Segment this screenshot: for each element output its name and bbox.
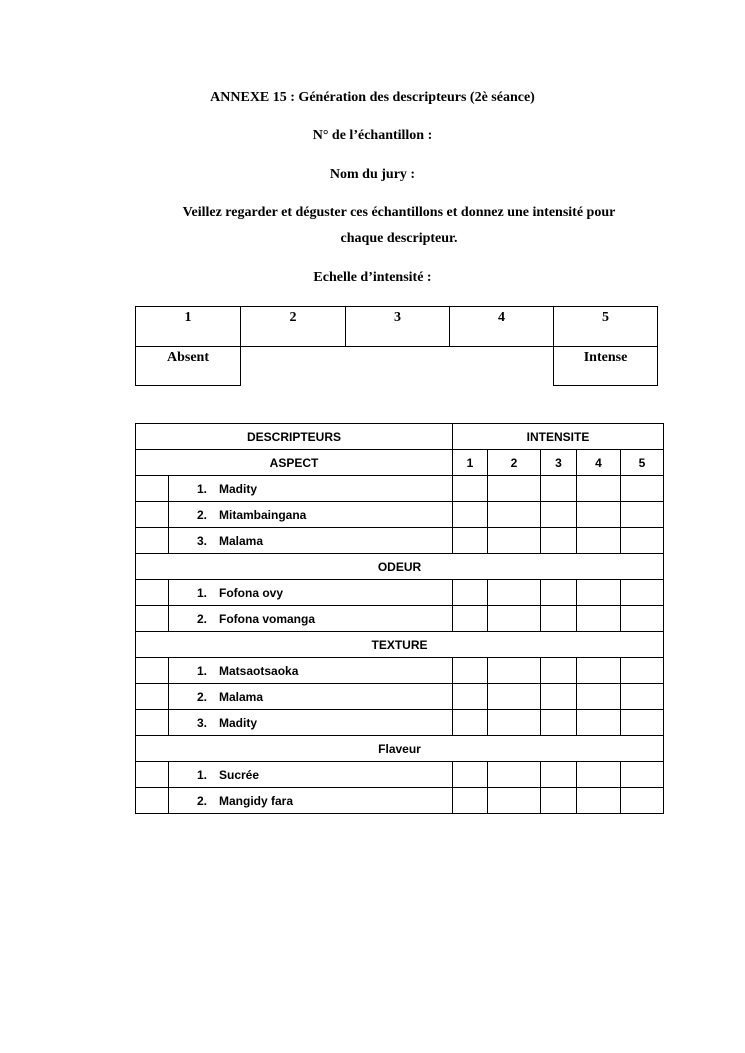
intensity-input-cell[interactable] xyxy=(488,762,541,788)
instruction-line-2: chaque descripteur. xyxy=(340,231,458,246)
intensity-scale xyxy=(135,306,658,386)
intensity-input-cell[interactable] xyxy=(541,788,577,814)
intensity-input-cell[interactable] xyxy=(577,658,621,684)
intensity-input-cell[interactable] xyxy=(453,710,488,736)
intensity-input-cell[interactable] xyxy=(621,502,664,528)
intensity-input-cell[interactable] xyxy=(541,528,577,554)
section-row xyxy=(136,450,664,476)
intensity-input-cell[interactable] xyxy=(488,580,541,606)
descriptor-number: 1. xyxy=(197,481,208,496)
descriptor-number: 2. xyxy=(197,793,208,808)
section-name: TEXTURE xyxy=(136,632,664,658)
row-spacer-cell xyxy=(136,684,169,710)
scale-level-4: 4 xyxy=(449,306,554,347)
intensity-input-cell[interactable] xyxy=(541,658,577,684)
intensity-input-cell[interactable] xyxy=(453,658,488,684)
document-title: ANNEXE 15 : Génération des descripteurs (2è séance) xyxy=(210,90,535,105)
section-name: ODEUR xyxy=(136,554,664,580)
descriptor-cell xyxy=(169,684,453,710)
intensity-input-cell[interactable] xyxy=(621,476,664,502)
intensity-input-cell[interactable] xyxy=(621,762,664,788)
descriptor-cell xyxy=(169,762,453,788)
intensity-input-cell[interactable] xyxy=(453,762,488,788)
scale-heading: Echelle d’intensité : xyxy=(313,270,432,285)
descriptor-cell xyxy=(169,710,453,736)
intensity-input-cell[interactable] xyxy=(541,710,577,736)
scale-max-label: Intense xyxy=(553,346,658,386)
descriptor-cell xyxy=(169,658,453,684)
intensity-input-cell[interactable] xyxy=(488,710,541,736)
intensity-input-cell[interactable] xyxy=(621,528,664,554)
jury-name-label: Nom du jury : xyxy=(329,167,416,182)
descriptor-number: 3. xyxy=(197,715,208,730)
descriptor-label: Mitambaingana xyxy=(219,507,307,522)
descriptor-number: 2. xyxy=(197,689,208,704)
descriptor-row xyxy=(136,476,664,502)
intensity-input-cell[interactable] xyxy=(541,762,577,788)
header-intensity: INTENSITE xyxy=(453,424,664,450)
intensity-input-cell[interactable] xyxy=(488,658,541,684)
scale-level-2: 2 xyxy=(240,306,346,347)
intensity-input-cell[interactable] xyxy=(488,476,541,502)
section-row xyxy=(136,632,664,658)
row-spacer-cell xyxy=(136,606,169,632)
descriptor-label: Mangidy fara xyxy=(219,793,294,808)
row-spacer-cell xyxy=(136,476,169,502)
descriptor-label: Malama xyxy=(219,533,264,548)
descriptor-cell xyxy=(169,606,453,632)
section-row xyxy=(136,736,664,762)
intensity-input-cell[interactable] xyxy=(488,788,541,814)
descriptor-number: 3. xyxy=(197,533,208,548)
intensity-input-cell[interactable] xyxy=(453,606,488,632)
intensity-input-cell[interactable] xyxy=(621,710,664,736)
scale-level-3: 3 xyxy=(345,306,450,347)
descriptor-cell xyxy=(169,580,453,606)
intensity-input-cell[interactable] xyxy=(577,580,621,606)
intensity-input-cell[interactable] xyxy=(488,528,541,554)
section-row xyxy=(136,554,664,580)
row-spacer-cell xyxy=(136,710,169,736)
row-spacer-cell xyxy=(136,762,169,788)
intensity-input-cell[interactable] xyxy=(577,684,621,710)
intensity-input-cell[interactable] xyxy=(621,606,664,632)
intensity-input-cell[interactable] xyxy=(453,580,488,606)
intensity-input-cell[interactable] xyxy=(577,528,621,554)
descriptor-label: Malama xyxy=(219,689,264,704)
descriptor-number: 2. xyxy=(197,507,208,522)
descriptor-row xyxy=(136,762,664,788)
intensity-input-cell[interactable] xyxy=(488,502,541,528)
intensity-input-cell[interactable] xyxy=(577,476,621,502)
descriptor-number: 2. xyxy=(197,611,208,626)
descriptor-cell xyxy=(169,528,453,554)
intensity-input-cell[interactable] xyxy=(541,684,577,710)
descriptor-row xyxy=(136,658,664,684)
intensity-level-header: 3 xyxy=(541,450,577,476)
descriptor-cell xyxy=(169,502,453,528)
intensity-input-cell[interactable] xyxy=(453,476,488,502)
descriptor-cell xyxy=(169,788,453,814)
intensity-level-header: 1 xyxy=(453,450,488,476)
descriptor-label: Fofona vomanga xyxy=(219,611,316,626)
intensity-input-cell[interactable] xyxy=(577,710,621,736)
intensity-level-header: 2 xyxy=(488,450,541,476)
instructions xyxy=(150,200,648,252)
row-spacer-cell xyxy=(136,502,169,528)
intensity-input-cell[interactable] xyxy=(541,502,577,528)
intensity-input-cell[interactable] xyxy=(621,684,664,710)
intensity-input-cell[interactable] xyxy=(621,580,664,606)
descriptor-row xyxy=(136,684,664,710)
instruction-line-1: Veillez regarder et déguster ces échantillons et donnez une intensité pour xyxy=(182,205,616,220)
intensity-input-cell[interactable] xyxy=(453,528,488,554)
section-name: Flaveur xyxy=(136,736,664,762)
intensity-input-cell[interactable] xyxy=(577,502,621,528)
section-name: ASPECT xyxy=(136,450,453,476)
intensity-input-cell[interactable] xyxy=(488,684,541,710)
descriptor-number: 1. xyxy=(197,585,208,600)
row-spacer-cell xyxy=(136,580,169,606)
descriptor-label: Madity xyxy=(219,715,258,730)
intensity-input-cell[interactable] xyxy=(577,762,621,788)
intensity-input-cell[interactable] xyxy=(453,684,488,710)
descriptor-label: Fofona ovy xyxy=(219,585,284,600)
descriptor-cell xyxy=(169,476,453,502)
intensity-input-cell[interactable] xyxy=(621,788,664,814)
descriptor-label: Sucrée xyxy=(219,767,260,782)
descriptor-label: Matsaotsaoka xyxy=(219,663,299,678)
descriptor-row xyxy=(136,528,664,554)
descriptor-label: Madity xyxy=(219,481,258,496)
descriptor-row xyxy=(136,580,664,606)
intensity-level-header: 4 xyxy=(577,450,621,476)
scale-level-5: 5 xyxy=(553,306,658,347)
intensity-level-header: 5 xyxy=(621,450,664,476)
row-spacer-cell xyxy=(136,528,169,554)
sample-number-label: N° de l’échantillon : xyxy=(312,128,433,143)
scale-min-label: Absent xyxy=(135,346,241,386)
intensity-input-cell[interactable] xyxy=(453,788,488,814)
table-header-row xyxy=(136,424,664,450)
intensity-input-cell[interactable] xyxy=(541,476,577,502)
descriptor-row xyxy=(136,710,664,736)
row-spacer-cell xyxy=(136,788,169,814)
descriptor-number: 1. xyxy=(197,767,208,782)
intensity-input-cell[interactable] xyxy=(488,606,541,632)
intensity-input-cell[interactable] xyxy=(541,606,577,632)
descriptor-row xyxy=(136,606,664,632)
row-spacer-cell xyxy=(136,658,169,684)
intensity-input-cell[interactable] xyxy=(577,788,621,814)
descriptor-row xyxy=(136,788,664,814)
descriptor-table xyxy=(135,423,664,814)
header-descriptors: DESCRIPTEURS xyxy=(136,424,453,450)
descriptor-number: 1. xyxy=(197,663,208,678)
intensity-input-cell[interactable] xyxy=(541,580,577,606)
intensity-input-cell[interactable] xyxy=(621,658,664,684)
intensity-input-cell[interactable] xyxy=(577,606,621,632)
descriptor-row xyxy=(136,502,664,528)
intensity-input-cell[interactable] xyxy=(453,502,488,528)
scale-level-1: 1 xyxy=(135,306,241,347)
